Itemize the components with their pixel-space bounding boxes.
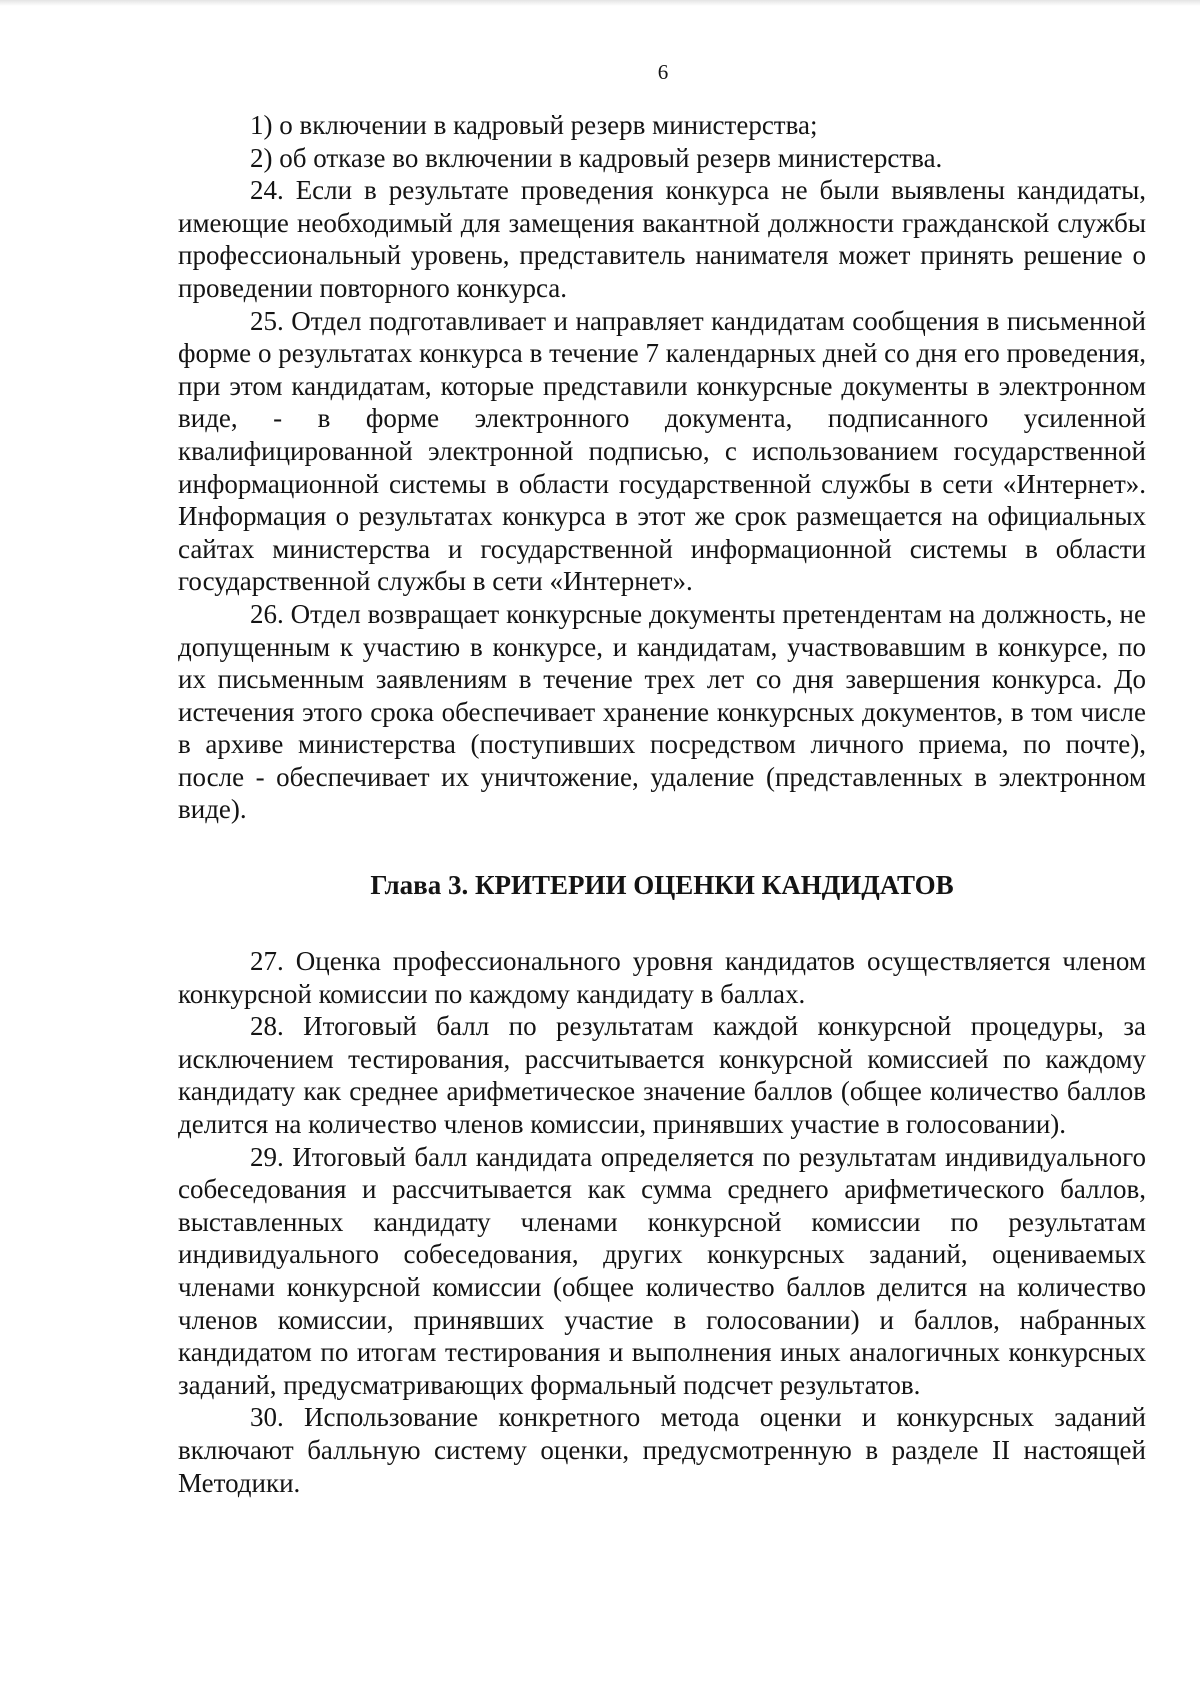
document-body [178, 109, 1146, 1499]
paragraph-30: 30. Использование конкретного метода оценки и конкурсных заданий включают балльную систему оценки, предусмотренную в разделе II настоящей Методики. [178, 1402, 1146, 1498]
paragraph-27: 27. Оценка профессионального уровня кандидатов осуществляется членом конкурсной комиссии по каждому кандидату в баллах. [178, 946, 1146, 1009]
chapter-heading: Глава 3. КРИТЕРИИ ОЦЕНКИ КАНДИДАТОВ [370, 870, 954, 901]
paragraph-24: 24. Если в результате проведения конкурса не были выявлены кандидаты, имеющие необходимый для замещения вакантной должности гражданской службы профессиональный уровень, представитель нанимателя может принять решение о проведении повторного конкурса. [178, 175, 1146, 303]
paragraph-28: 28. Итоговый балл по результатам каждой конкурсной процедуры, за исключением тестирования, рассчитывается конкурсной комиссией по каждому кандидату как среднее арифметическое значение баллов (общее количество баллов делится на количество членов комиссии, принявших участие в голосовании). [178, 1011, 1146, 1140]
paragraph-29: 29. Итоговый балл кандидата определяется по результатам индивидуального собеседования и рассчитывается как сумма среднего арифметического баллов, выставленных кандидату членами конкурсной комиссии по результатам индивидуального собеседования, других конкурсных заданий, оцениваемых членами конкурсной комиссии (общее количество баллов делится на количество членов комиссии, принявших участие в голосовании) и баллов, набранных кандидатом по итогам тестирования и выполнения иных аналогичных конкурсных заданий, предусматривающих формальный подсчет результатов. [178, 1141, 1146, 1400]
list-item-reserve-include: 1) о включении в кадровый резерв министерства; [250, 110, 818, 140]
page-number: 6 [657, 60, 669, 84]
paragraph-25: 25. Отдел подготавливает и направляет кандидатам сообщения в письменной форме о результатах конкурса в течение 7 календарных дней со дня его проведения, при этом кандидатам, которые представили конкурсные документы в электронном виде, - в форме электронного документа, подписанного усиленной квалифицированной электронной подписью, с использованием государственной информационной системы в области государственной службы в сети «Интернет». Информация о результатах конкурса в этот же срок размещается на официальных сайтах министерства и государственной информационной системы в области государственной службы в сети «Интернет». [178, 305, 1146, 597]
scan-edge [0, 0, 1200, 6]
paragraph-26: 26. Отдел возвращает конкурсные документы претендентам на должность, не допущенным к участию в конкурсе, и кандидатам, участвовавшим в конкурсе, по их письменным заявлениям в течение трех лет со дня завершения конкурса. До истечения этого срока обеспечивает хранение конкурсных документов, в том числе в архиве министерства (поступивших посредством личного приема, по почте), после - обеспечивает их уничтожение, удаление (представленных в электронном виде). [178, 598, 1146, 825]
list-item-reserve-refuse: 2) об отказе во включении в кадровый резерв министерства. [250, 142, 943, 173]
